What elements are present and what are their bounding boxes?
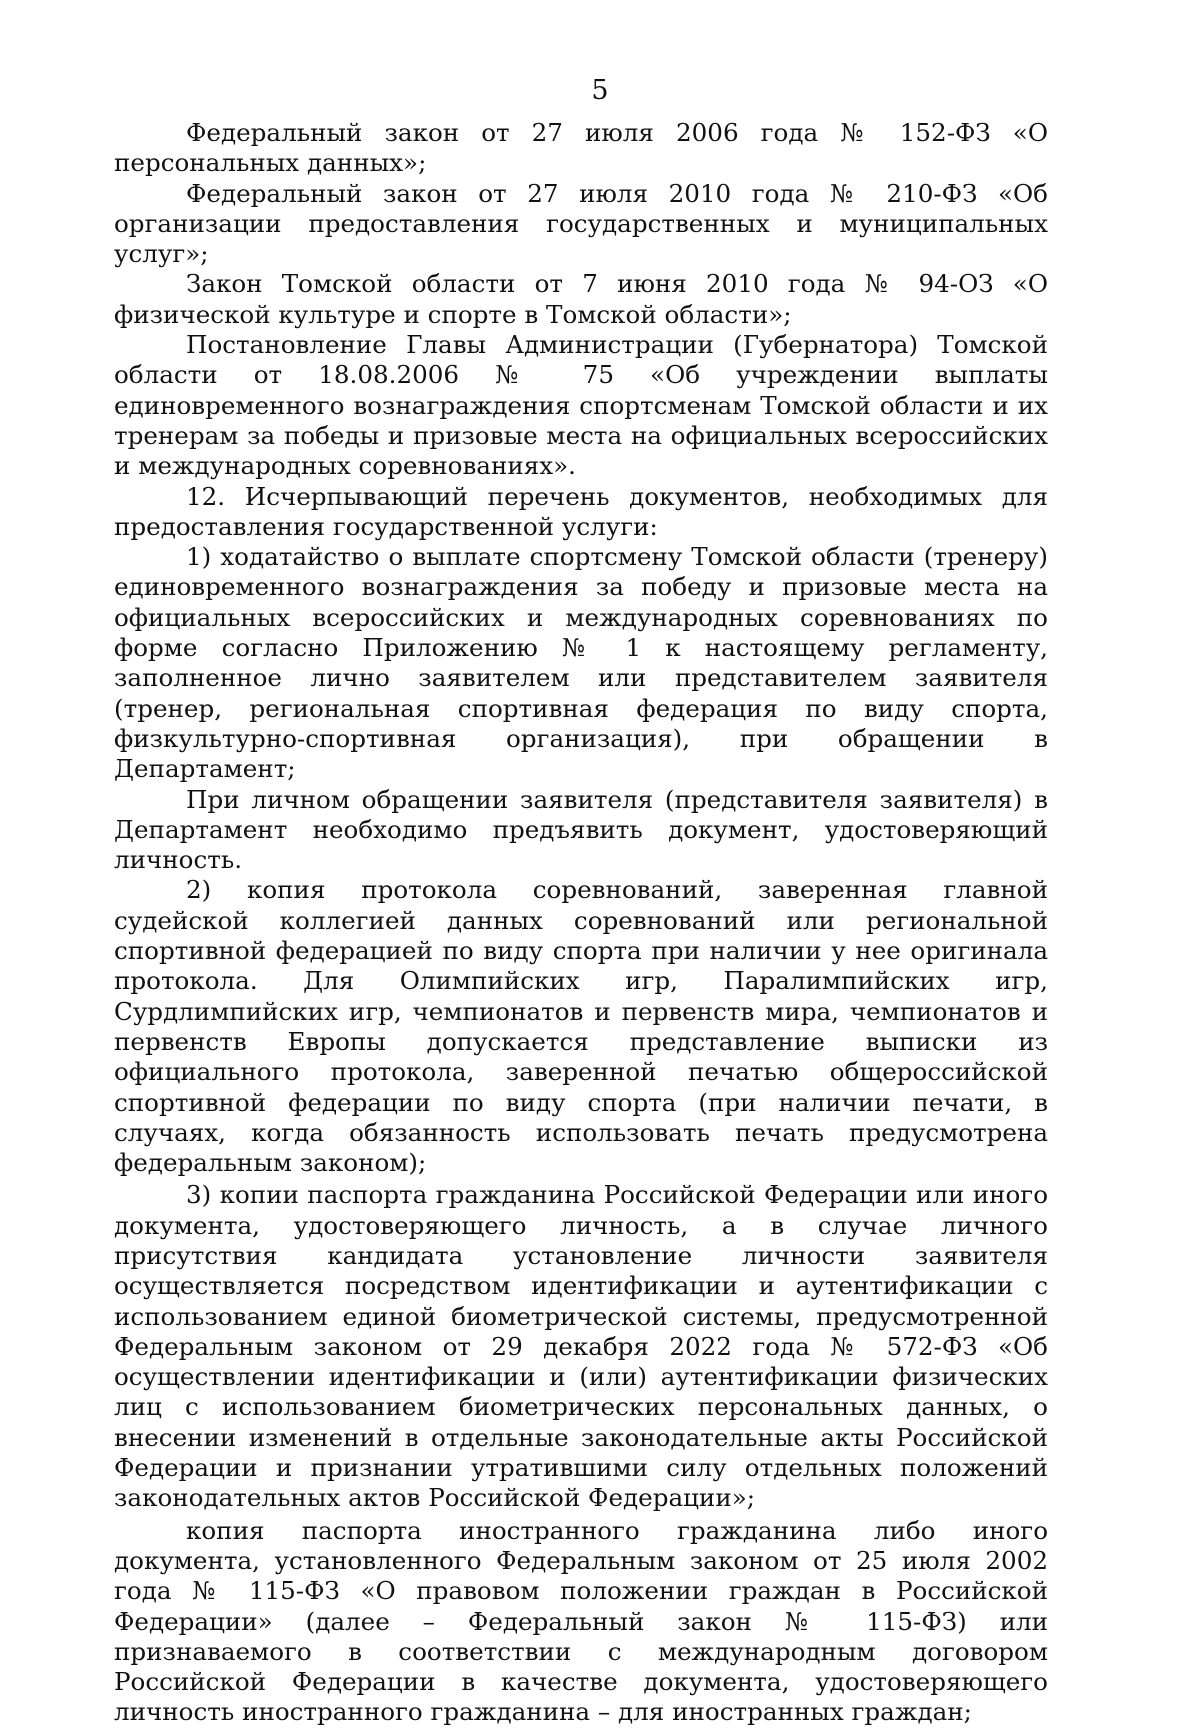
paragraph-personal-appeal: При личном обращении заявителя (представителя заявителя) в Департамент необходимо предъявить документ, удостоверяющий личность. [114,784,1048,875]
paragraph-subitem-3: 3) копии паспорта гражданина Российской Федерации или иного документа, удостоверяющего личность, а в случае личного присутствия кандидата установление личности заявителя осуществляется посредством идентификации и аутентификации с использованием единой биометрической системы, предусмотренной Федеральным законом от 29 декабря 2022 года № 572-ФЗ «Об осуществлении идентификации и (или) аутентификации физических лиц с использованием биометрических персональных данных, о внесении изменений в отдельные законодательные акты Российской Федерации и признании утратившими силу отдельных положений законодательных актов Российской Федерации»; [114,1180,1048,1513]
paragraph-law-94oz: Закон Томской области от 7 июня 2010 года № 94-ОЗ «О физической культуре и спорте в Томской области»; [114,269,1048,329]
paragraph-law-152fz: Федеральный закон от 27 июля 2006 года № 152-ФЗ «О персональных данных»; [114,118,1048,178]
paragraph-item-12: 12. Исчерпывающий перечень документов, необходимых для предоставления государственной услуги: [114,481,1048,541]
paragraph-law-210fz: Федеральный закон от 27 июля 2010 года № 210-ФЗ «Об организации предоставления государственных и муниципальных услуг»; [114,178,1048,269]
paragraph-foreign-passport: копия паспорта иностранного гражданина либо иного документа, установленного Федеральным законом от 25 июля 2002 года № 115-ФЗ «О правовом положении граждан в Российской Федерации» (далее – Федеральный закон № 115-ФЗ) или признаваемого в соответствии с международным договором Российской Федерации в качестве документа, удостоверяющего личность иностранного гражданина – для иностранных граждан; [114,1515,1048,1727]
paragraph-subitem-1: 1) ходатайство о выплате спортсмену Томской области (тренеру) единовременного вознаграждения за победу и призовые места на официальных всероссийских и международных соревнованиях по форме согласно Приложению № 1 к настоящему регламенту, заполненное лично заявителем или представителем заявителя (тренер, региональная спортивная федерация по виду спорта, физкультурно-спортивная организация), при обращении в Департамент; [114,542,1048,784]
paragraph-resolution-75: Постановление Главы Администрации (Губернатора) Томской области от 18.08.2006 № 75 «Об учреждении выплаты единовременного вознаграждения спортсменам Томской области и их тренерам за победы и призовые места на официальных всероссийских и международных соревнованиях». [114,330,1048,481]
page-number: 5 [591,75,609,106]
paragraph-subitem-2: 2) копия протокола соревнований, заверенная главной судейской коллегией данных соревнований или региональной спортивной федерацией по виду спорта при наличии у нее оригинала протокола. Для Олимпийских игр, Паралимпийских игр, Сурдлимпийских игр, чемпионатов и первенств мира, чемпионатов и первенств Европы допускается представление выписки из официального протокола, заверенной печатью общероссийской спортивной федерации по виду спорта (при наличии печати, в случаях, когда обязанность использовать печать предусмотрена федеральным законом); [114,875,1048,1178]
document-body [114,118,1048,1728]
